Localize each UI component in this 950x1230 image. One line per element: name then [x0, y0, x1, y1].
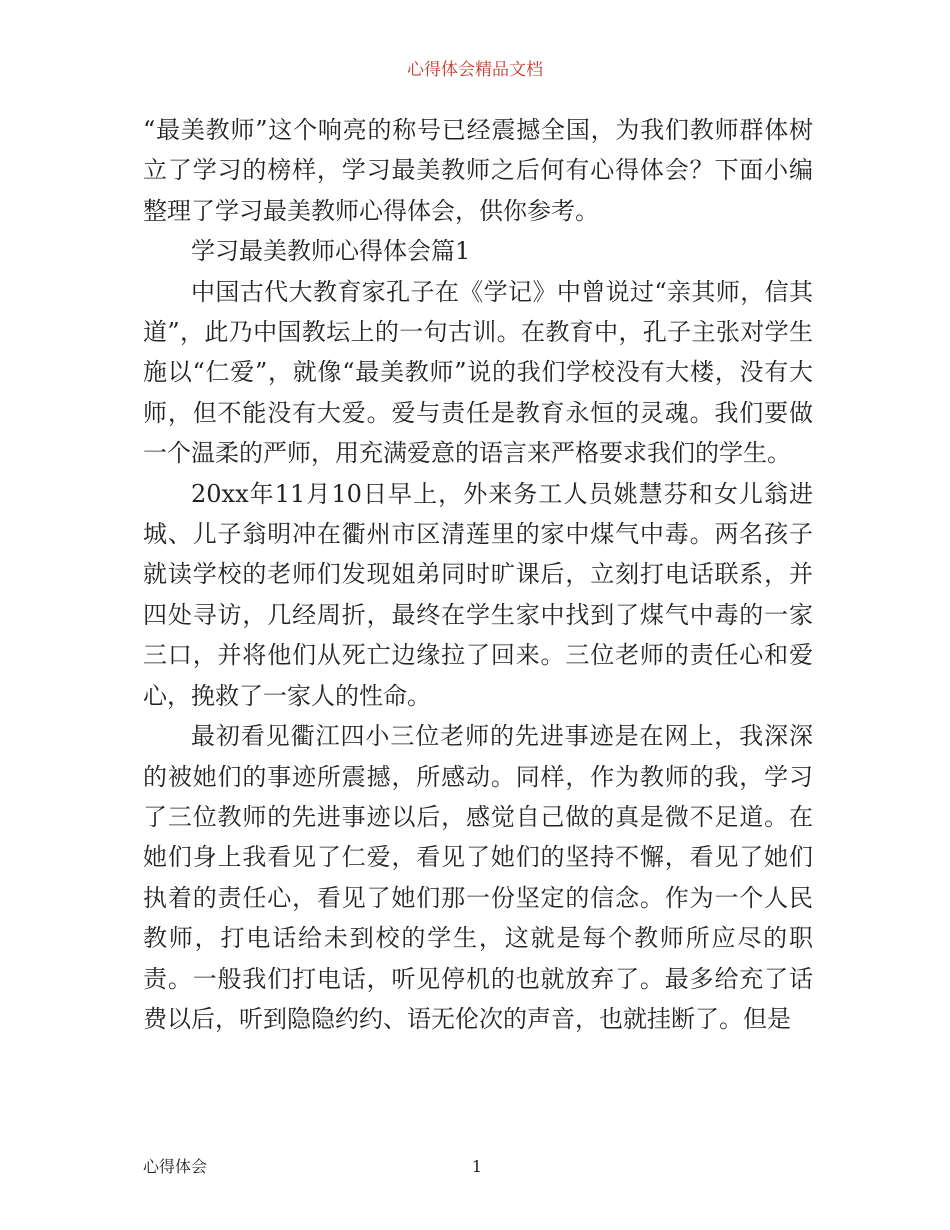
- document-body: [143, 110, 813, 1039]
- footer-label: 心得体会: [143, 1157, 208, 1176]
- page-header-title: 心得体会精品文档: [407, 60, 543, 80]
- section-heading: 学习最美教师心得体会篇1: [191, 237, 471, 266]
- body-paragraph: 20xx年11月10日早上，外来务工人员姚慧芬和女儿翁进城、儿子翁明冲在衢州市区清莲里的家中煤气中毒。两名孩子就读学校的老师们发现姐弟同时旷课后，立刻打电话联系，并四处寻访，几经周折，最终在学生家中找到了煤气中毒的一家三口，并将他们从死亡边缘拉了回来。三位老师的责任心和爱心，挽救了一家人的性命。: [143, 479, 813, 710]
- body-paragraph: 最初看见衢江四小三位老师的先进事迹是在网上，我深深的被她们的事迹所震撼，所感动。同样，作为教师的我，学习了三位教师的先进事迹以后，感觉自己做的真是微不足道。在她们身上我看见了仁爱，看见了她们的坚持不懈，看见了她们执着的责任心，看见了她们那一份坚定的信念。作为一个人民教师，打电话给未到校的学生，这就是每个教师所应尽的职责。一般我们打电话，听见停机的也就放弃了。最多给充了话费以后，听到隐隐约约、语无伦次的声音，也就挂断了。但是: [143, 722, 813, 1033]
- page-number: 1: [471, 1157, 483, 1176]
- intro-paragraph: “最美教师”这个响亮的称号已经震撼全国，为我们教师群体树立了学习的榜样，学习最美教师之后何有心得体会？下面小编整理了学习最美教师心得体会，供你参考。: [143, 116, 813, 225]
- body-paragraph: 中国古代大教育家孔子在《学记》中曾说过“亲其师，信其道”，此乃中国教坛上的一句古训。在教育中，孔子主张对学生施以“仁爱”，就像“最美教师”说的我们学校没有大楼，没有大师，但不能没有大爱。爱与责任是教育永恒的灵魂。我们要做一个温柔的严师，用充满爱意的语言来严格要求我们的学生。: [143, 277, 813, 468]
